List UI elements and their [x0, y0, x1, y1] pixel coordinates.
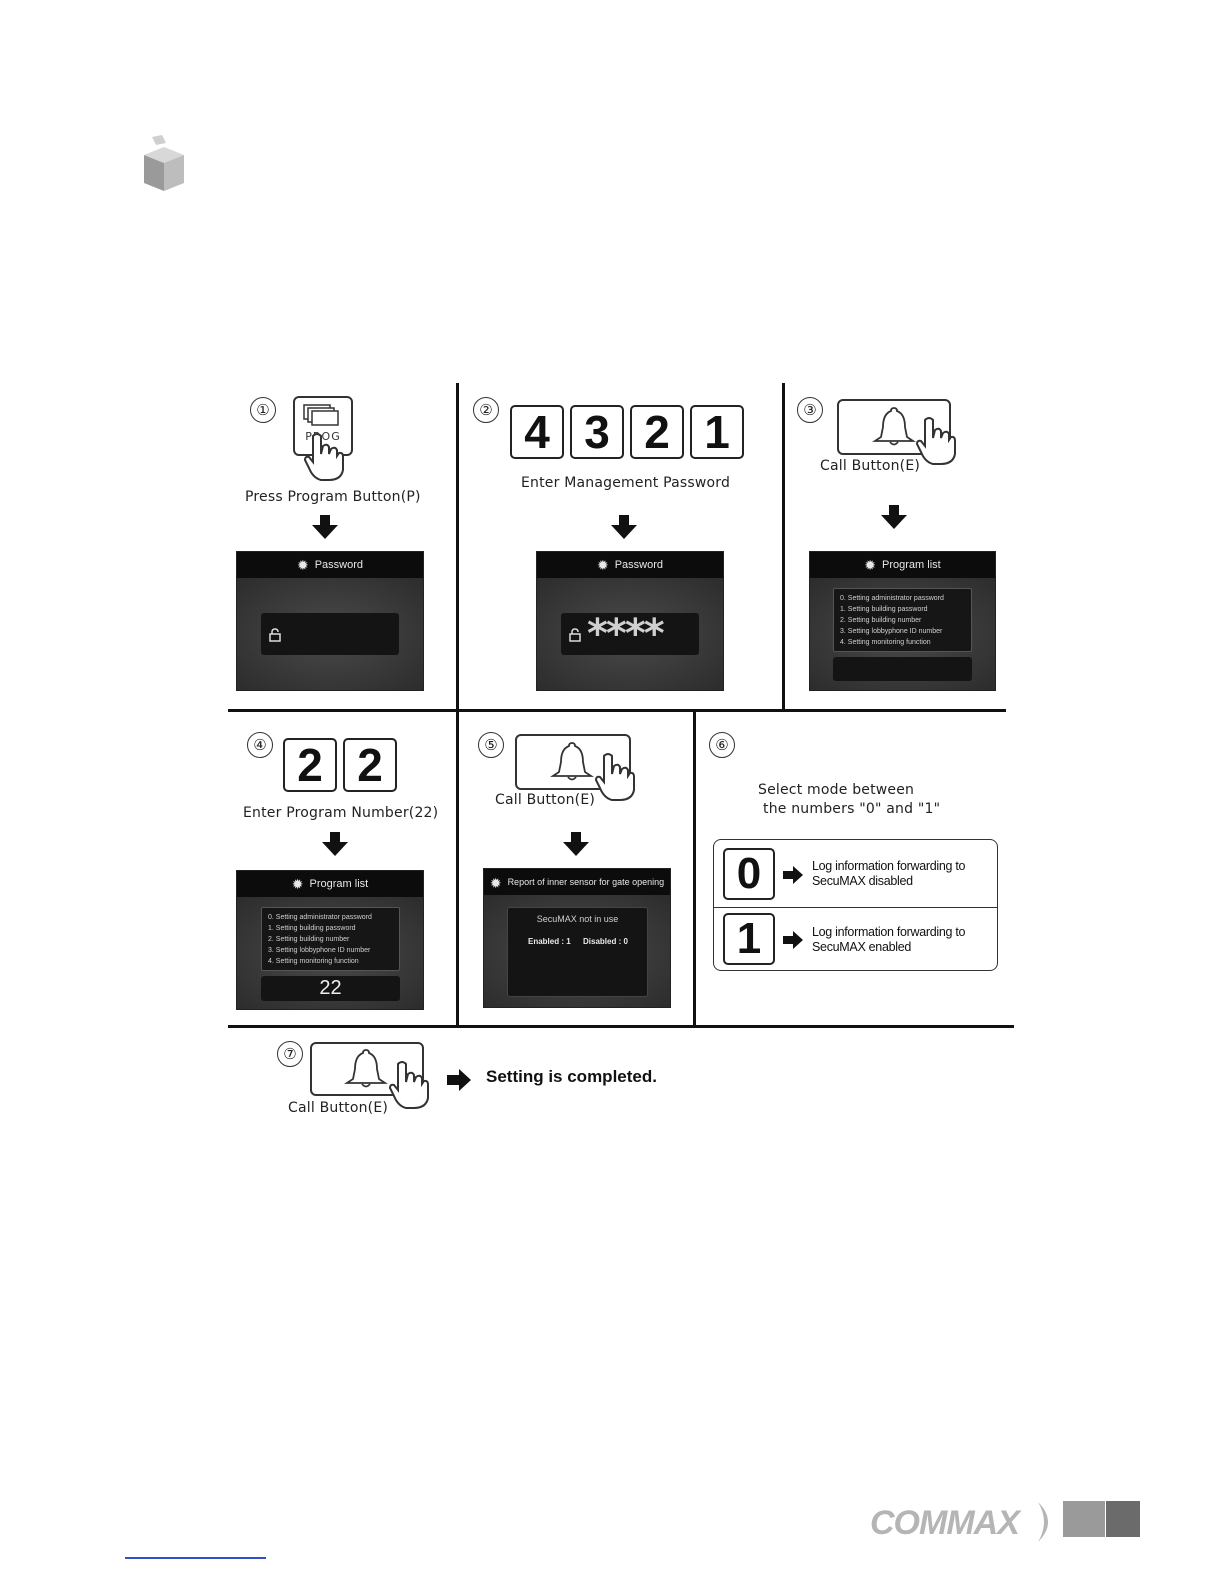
- step-1-number: ①: [250, 397, 276, 423]
- step-4-number: ④: [247, 732, 273, 758]
- arrow-down-icon: [322, 832, 348, 860]
- gear-icon: ✹: [296, 557, 309, 574]
- bell-icon: [871, 405, 917, 451]
- mode-options-panel: [713, 839, 998, 971]
- step-3-caption: Call Button(E): [820, 458, 921, 474]
- cube-icon: [140, 135, 188, 193]
- lock-icon: [569, 627, 581, 646]
- program-list-item[interactable]: 2. Setting building number: [268, 936, 350, 943]
- program-list-item[interactable]: 0. Setting administrator password: [268, 914, 372, 921]
- footer-rule: [125, 1557, 266, 1559]
- step-1-caption: Press Program Button(P): [245, 489, 421, 505]
- step-6-caption-line2: the numbers "0" and "1": [763, 801, 941, 817]
- page-tab-light: [1063, 1501, 1105, 1537]
- program-list-item[interactable]: 3. Setting lobbyphone ID number: [268, 947, 371, 954]
- arrow-down-icon: [881, 505, 907, 533]
- program-list-item[interactable]: 1. Setting building password: [268, 925, 356, 932]
- bell-icon: [549, 740, 595, 786]
- key-digit-2[interactable]: 2: [283, 738, 337, 792]
- mode-0-line1: Log information forwarding to: [812, 859, 966, 873]
- program-list-item[interactable]: 0. Setting administrator password: [840, 595, 944, 602]
- pointing-hand-icon: [594, 752, 638, 802]
- gear-icon: ✹: [489, 874, 502, 891]
- commax-wordmark: COMMAX: [870, 1504, 1019, 1542]
- key-digit-4[interactable]: 4: [510, 405, 564, 459]
- mode-option-1[interactable]: [714, 907, 997, 970]
- program-number-field[interactable]: [261, 976, 400, 1001]
- program-list-item[interactable]: 4. Setting monitoring function: [840, 639, 931, 646]
- password-screen-1: [236, 551, 424, 691]
- mode-option-0[interactable]: [714, 840, 997, 908]
- program-list: [833, 588, 972, 652]
- password-field-masked[interactable]: [561, 613, 699, 655]
- inner-sensor-report-screen: [483, 868, 671, 1008]
- key-digit-1[interactable]: 1: [690, 405, 744, 459]
- screen-title: Password: [614, 559, 664, 571]
- step-2-number: ②: [473, 397, 499, 423]
- key-digit-2[interactable]: 2: [630, 405, 684, 459]
- program-list-item[interactable]: 4. Setting monitoring function: [268, 958, 359, 965]
- divider-v-1: [456, 383, 459, 711]
- prog-stack-icon: [303, 404, 337, 424]
- step-7-caption: Call Button(E): [288, 1100, 389, 1116]
- pointing-hand-icon: [915, 416, 959, 466]
- page-tab-dark: [1106, 1501, 1140, 1537]
- divider-h-2: [228, 1025, 1014, 1028]
- arrow-right-icon: [783, 866, 803, 888]
- program-list-item[interactable]: 3. Setting lobbyphone ID number: [840, 628, 943, 635]
- program-list-screen-1: [809, 551, 996, 691]
- key-digit-2[interactable]: 2: [343, 738, 397, 792]
- step-5-number: ⑤: [478, 732, 504, 758]
- commax-logo: [870, 1500, 1060, 1544]
- program-list: [261, 907, 400, 971]
- program-list-screen-2: [236, 870, 424, 1010]
- program-list-item[interactable]: 1. Setting building password: [840, 606, 928, 613]
- screen-title: Program list: [309, 878, 369, 890]
- program-list-item[interactable]: 2. Setting building number: [840, 617, 922, 624]
- step-7-number: ⑦: [277, 1041, 303, 1067]
- arrow-down-icon: [563, 832, 589, 860]
- step-3-number: ③: [797, 397, 823, 423]
- arrow-down-icon: [611, 515, 637, 543]
- key-digit-1[interactable]: 1: [723, 913, 775, 965]
- masked-password: ****: [587, 611, 663, 657]
- step-4-caption: Enter Program Number(22): [243, 805, 439, 821]
- enabled-option[interactable]: Enabled : 1: [528, 937, 571, 946]
- sensor-status-panel: [507, 907, 648, 997]
- program-number-value: 22: [319, 977, 342, 999]
- disabled-option[interactable]: Disabled : 0: [583, 937, 628, 946]
- screen-title: Password: [314, 559, 364, 571]
- step-5-caption: Call Button(E): [495, 792, 596, 808]
- mode-1-line2: SecuMAX enabled: [812, 940, 912, 954]
- logo-swoosh: [1036, 1502, 1060, 1542]
- screen-title: Program list: [882, 559, 941, 571]
- password-screen-2: [536, 551, 724, 691]
- prog-label: PROG: [305, 430, 341, 443]
- divider-h-1: [228, 709, 1006, 712]
- lock-icon: [269, 627, 281, 646]
- key-digit-3[interactable]: 3: [570, 405, 624, 459]
- divider-v-4: [693, 709, 696, 1028]
- setting-completed-text: Setting is completed.: [486, 1067, 657, 1086]
- password-field-empty[interactable]: [261, 613, 399, 655]
- gear-icon: ✹: [864, 557, 877, 574]
- pointing-hand-icon: [303, 432, 347, 482]
- screen-title: Report of inner sensor for gate opening: [507, 877, 665, 887]
- divider-v-3: [456, 709, 459, 1028]
- arrow-right-icon: [783, 931, 803, 953]
- step-6-number: ⑥: [709, 732, 735, 758]
- gear-icon: ✹: [291, 876, 304, 893]
- program-number-field-empty[interactable]: [833, 657, 972, 681]
- mode-1-line1: Log information forwarding to: [812, 925, 966, 939]
- status-text: SecuMAX not in use: [536, 914, 619, 924]
- step-2-caption: Enter Management Password: [521, 475, 731, 491]
- key-digit-0[interactable]: 0: [723, 848, 775, 900]
- mode-0-line2: SecuMAX disabled: [812, 874, 913, 888]
- step-6-caption-line1: Select mode between: [758, 782, 915, 798]
- divider-v-2: [782, 383, 785, 711]
- bell-icon: [343, 1047, 389, 1093]
- gear-icon: ✹: [596, 557, 609, 574]
- pointing-hand-icon: [388, 1060, 432, 1110]
- arrow-right-icon: [447, 1069, 471, 1095]
- arrow-down-icon: [312, 515, 338, 543]
